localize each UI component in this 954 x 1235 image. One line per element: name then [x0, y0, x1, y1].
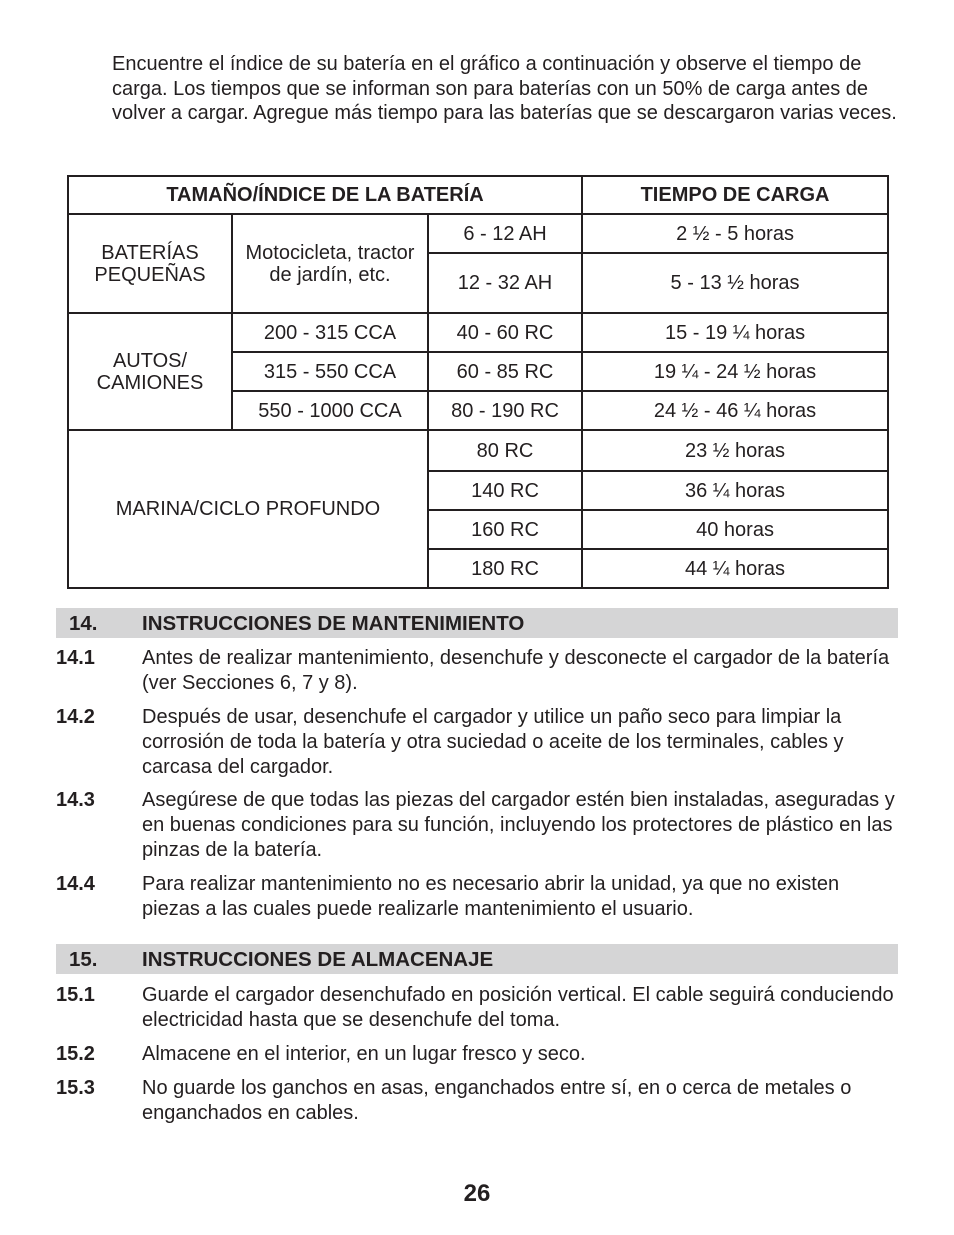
time-cell: 5 - 13 ½ horas — [582, 253, 888, 313]
section-title: INSTRUCCIONES DE ALMACENAJE — [142, 948, 494, 971]
cca-cell: 200 - 315 CCA — [232, 313, 428, 352]
table-row — [68, 430, 888, 471]
list-item — [56, 1042, 901, 1067]
header-time: TIEMPO DE CARGA — [582, 176, 888, 214]
rc-cell: 160 RC — [428, 510, 582, 549]
item-number: 14.1 — [56, 647, 95, 669]
item-text: Almacene en el interior, en un lugar fresco y seco. — [142, 1043, 586, 1065]
item-number: 15.1 — [56, 984, 95, 1006]
table-row — [68, 214, 888, 253]
item-number: 14.4 — [56, 873, 95, 895]
rating-cell: 12 - 32 AH — [428, 253, 582, 313]
rc-cell: 140 RC — [428, 471, 582, 510]
list-item — [56, 872, 901, 922]
time-cell: 40 horas — [582, 510, 888, 549]
intro-paragraph: Encuentre el índice de su batería en el gráfico a continuación y observe el tiempo de carga. Los tiempos que se informan son para baterías con un 50% de carga antes de volver a cargar. Agregue más tiempo para las baterías que se descargaron varias veces. — [112, 53, 897, 125]
list-item — [56, 788, 901, 863]
time-cell: 15 - 19 ¼ horas — [582, 313, 888, 352]
item-number: 14.2 — [56, 706, 95, 728]
time-cell: 2 ½ - 5 horas — [582, 214, 888, 253]
subgroup-small: Motocicleta, tractor de jardín, etc. — [232, 214, 428, 313]
time-cell: 24 ½ - 46 ¼ horas — [582, 391, 888, 430]
item-text: Asegúrese de que todas las piezas del cargador estén bien instaladas, aseguradas y en buenas condiciones para su función, incluyendo los protectores de plástico en las pinzas de la batería. — [142, 789, 895, 861]
section-number: 15. — [69, 948, 98, 971]
item-text: Para realizar mantenimiento no es necesario abrir la unidad, ya que no existen piezas a las cuales puede realizarle mantenimiento el usuario. — [142, 873, 840, 920]
group-marine: MARINA/CICLO PROFUNDO — [68, 430, 428, 588]
section-title: INSTRUCCIONES DE MANTENIMIENTO — [142, 612, 525, 635]
table-row — [68, 313, 888, 352]
list-item — [56, 983, 901, 1033]
cca-cell: 550 - 1000 CCA — [232, 391, 428, 430]
time-cell: 19 ¼ - 24 ½ horas — [582, 352, 888, 391]
section-number: 14. — [69, 612, 98, 635]
time-cell: 23 ½ horas — [582, 430, 888, 471]
item-text: No guarde los ganchos en asas, enganchados entre sí, en o cerca de metales o enganchados en cables. — [142, 1077, 852, 1124]
list-item — [56, 705, 901, 780]
item-number: 14.3 — [56, 789, 95, 811]
group-small: BATERÍAS PEQUEÑAS — [68, 214, 232, 313]
page-number: 26 — [463, 1180, 491, 1207]
item-text: Después de usar, desenchufe el cargador y utilice un paño seco para limpiar la corrosión de toda la batería y otra suciedad o aceite de los terminales, cables y carcasa del cargador. — [142, 706, 844, 778]
rc-cell: 40 - 60 RC — [428, 313, 582, 352]
rc-cell: 80 - 190 RC — [428, 391, 582, 430]
group-cars: AUTOS/ CAMIONES — [68, 313, 232, 430]
item-text: Guarde el cargador desenchufado en posición vertical. El cable seguirá conduciendo electricidad hasta que se desenchufe del toma. — [142, 984, 894, 1031]
cca-cell: 315 - 550 CCA — [232, 352, 428, 391]
rating-cell: 6 - 12 AH — [428, 214, 582, 253]
item-number: 15.3 — [56, 1077, 95, 1099]
rc-cell: 80 RC — [428, 430, 582, 471]
rc-cell: 180 RC — [428, 549, 582, 588]
rc-cell: 60 - 85 RC — [428, 352, 582, 391]
time-cell: 36 ¼ horas — [582, 471, 888, 510]
time-cell: 44 ¼ horas — [582, 549, 888, 588]
header-size: TAMAÑO/ÍNDICE DE LA BATERÍA — [68, 176, 582, 214]
section-heading-storage — [56, 944, 898, 974]
table-header-row — [68, 176, 888, 214]
list-item — [56, 646, 901, 696]
item-text: Antes de realizar mantenimiento, desenchufe y desconecte el cargador de la batería (ver Secciones 6, 7 y 8). — [142, 647, 890, 694]
charging-time-table — [67, 175, 889, 589]
list-item — [56, 1076, 901, 1126]
item-number: 15.2 — [56, 1043, 95, 1065]
section-heading-maintenance — [56, 608, 898, 638]
